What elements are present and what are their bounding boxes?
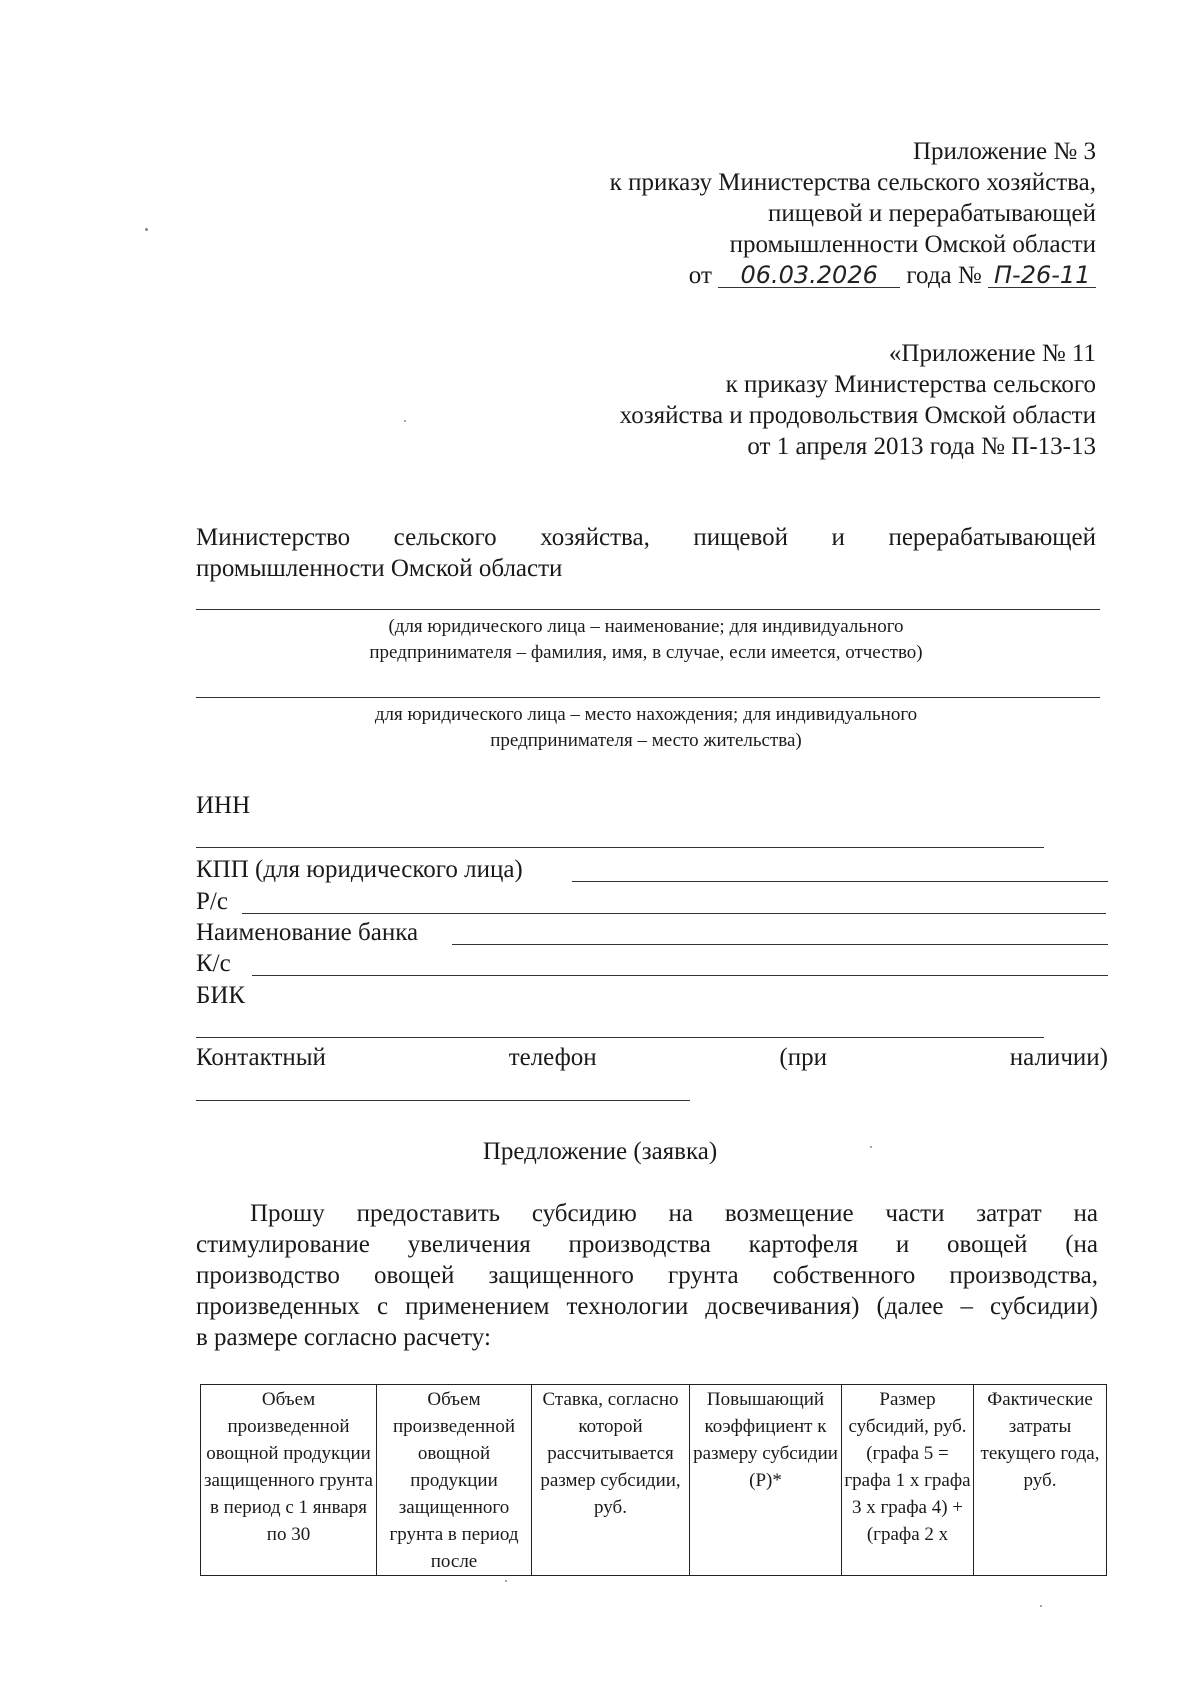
applicant-name-caption-line-2: предпринимателя – фамилия, имя, в случае, если имеется, отчество) bbox=[369, 642, 923, 663]
prior-appendix-date-line: от 1 апреля 2013 года № П-13-13 bbox=[747, 433, 1096, 460]
prior-appendix-ministry-line: хозяйства и продовольствия Омской области bbox=[619, 402, 1096, 429]
contact-phone-word-2: телефон bbox=[508, 1044, 597, 1071]
bank-name-field-line[interactable] bbox=[452, 944, 1108, 945]
inn-label: ИНН bbox=[196, 792, 251, 819]
table-header-rate: Ставка, согласно которой рассчитывается размер субсидии, руб. bbox=[532, 1385, 690, 1576]
prior-appendix-header bbox=[620, 338, 1096, 462]
proposal-heading: Предложение (заявка) bbox=[482, 1138, 718, 1165]
contact-phone-word-1: Контактный bbox=[196, 1044, 326, 1071]
appendix-header bbox=[610, 136, 1096, 291]
order-number-handwritten: П-26-11 bbox=[988, 263, 1096, 288]
addressee-line-1: Министерство сельского хозяйства, пищевой и перерабатывающей bbox=[196, 524, 1096, 551]
scan-speck bbox=[870, 1146, 872, 1148]
year-number-label: года № bbox=[906, 262, 982, 289]
correspondent-account-label: К/с bbox=[196, 950, 231, 977]
appendix-title: Приложение № 3 bbox=[912, 138, 1096, 165]
contact-phone-word-4: наличии) bbox=[1009, 1044, 1108, 1071]
bank-name-label: Наименование банка bbox=[196, 919, 419, 946]
table-header-actual-costs: Фактические затраты текущего года, руб. bbox=[974, 1385, 1107, 1576]
table-header-coefficient: Повышающий коэффициент к размеру субсидии (Р)* bbox=[690, 1385, 842, 1576]
table-header-row bbox=[201, 1385, 1107, 1576]
table-header-subsidy-amount: Размер субсидий, руб. (графа 5 = графа 1 х графа 3 х графа 4) + (графа 2 х bbox=[842, 1385, 974, 1576]
prior-appendix-order-line: к приказу Министерства сельского bbox=[725, 371, 1096, 398]
scan-speck bbox=[505, 1580, 507, 1582]
scan-speck bbox=[145, 228, 148, 231]
applicant-address-caption-line-2: предпринимателя – место жительства) bbox=[490, 730, 802, 751]
appendix-date-row bbox=[610, 260, 1096, 291]
settlement-account-label: Р/с bbox=[196, 888, 228, 915]
date-prefix: от bbox=[688, 262, 712, 289]
applicant-address-line[interactable] bbox=[196, 697, 1100, 698]
scan-speck bbox=[404, 420, 406, 422]
order-date-handwritten: 06.03.2026 bbox=[718, 263, 900, 288]
calculation-table bbox=[200, 1384, 1107, 1576]
inn-field-line[interactable] bbox=[196, 847, 1044, 848]
appendix-order-line: к приказу Министерства сельского хозяйства, bbox=[609, 169, 1096, 196]
applicant-name-line[interactable] bbox=[196, 609, 1100, 610]
applicant-name-caption bbox=[196, 614, 1096, 666]
bik-field-line[interactable] bbox=[196, 1037, 1044, 1038]
prior-appendix-title: «Приложение № 11 bbox=[888, 340, 1096, 367]
applicant-address-caption-line-1: для юридического лица – место нахождения; для индивидуального bbox=[374, 704, 918, 725]
appendix-region-line: промышленности Омской области bbox=[729, 231, 1096, 258]
request-paragraph-line-2: стимулирование увеличения производства картофеля и овощей (на bbox=[196, 1231, 1098, 1258]
request-paragraph-line-5: в размере согласно расчету: bbox=[196, 1324, 491, 1351]
kpp-label: КПП (для юридического лица) bbox=[196, 856, 523, 883]
request-paragraph-line-3: производство овощей защищенного грунта собственного производства, bbox=[196, 1262, 1098, 1289]
addressee bbox=[196, 522, 1096, 584]
scan-speck bbox=[1040, 1605, 1042, 1607]
settlement-account-field-line[interactable] bbox=[242, 913, 1106, 914]
table-header-volume-after: Объем произведенной овощной продукции защищенного грунта в период после bbox=[377, 1385, 532, 1576]
request-paragraph bbox=[196, 1198, 1098, 1353]
request-paragraph-line-4: произведенных с применением технологии досвечивания) (далее – субсидии) bbox=[196, 1293, 1098, 1320]
applicant-name-caption-line-1: (для юридического лица – наименование; для индивидуального bbox=[388, 616, 904, 637]
request-paragraph-line-1: Прошу предоставить субсидию на возмещение части затрат на bbox=[250, 1200, 1098, 1227]
appendix-ministry-line: пищевой и перерабатывающей bbox=[767, 200, 1096, 227]
kpp-field-line[interactable] bbox=[572, 881, 1108, 882]
table-header-volume-jan-jun: Объем произведенной овощной продукции защищенного грунта в период с 1 января по 30 bbox=[201, 1385, 377, 1576]
addressee-line-2: промышленности Омской области bbox=[196, 555, 563, 582]
bik-label: БИК bbox=[196, 982, 246, 1009]
contact-phone-label bbox=[196, 1042, 1108, 1073]
applicant-address-caption bbox=[196, 702, 1096, 754]
correspondent-account-field-line[interactable] bbox=[252, 975, 1108, 976]
contact-phone-word-3: (при bbox=[779, 1044, 828, 1071]
contact-phone-field-line[interactable] bbox=[196, 1100, 690, 1101]
